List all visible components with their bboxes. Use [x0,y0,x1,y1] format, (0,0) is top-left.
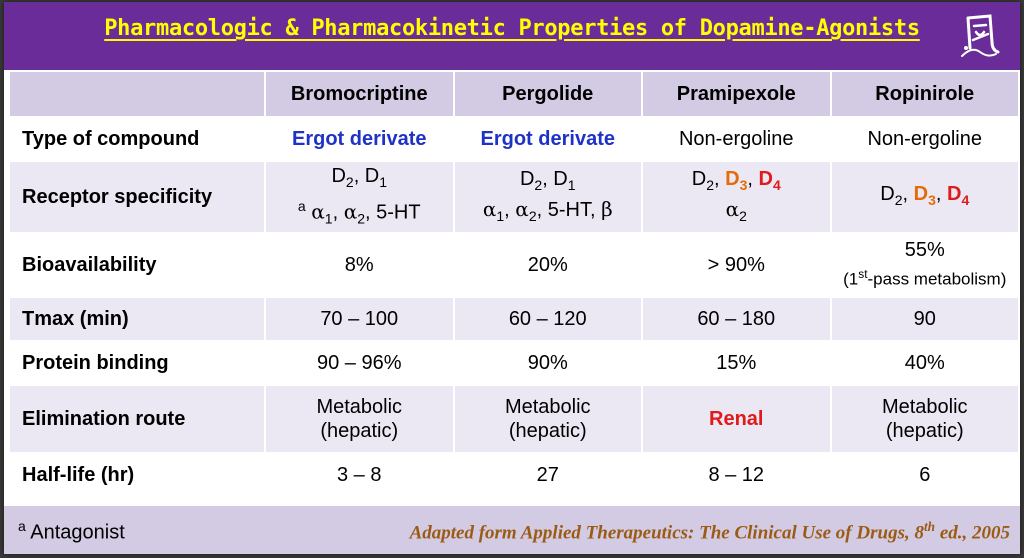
bioavailability-value: 55% [904,239,945,262]
table-cell: 8% [265,233,454,297]
row-label: Type of compound [9,117,265,161]
row-label: Elimination route [9,385,265,453]
receptor-line: $D_2$, $D_1$ [331,164,388,190]
table-cell: 15% [642,341,831,385]
receptor-line: $D_2$, $D_3$, $D_4$ [880,183,970,208]
table-row [9,297,1019,341]
slide-title: Pharmacologic & Pharmacokinetic Properties of Dopamine-Agonists [104,16,920,41]
first-pass-note: (1st-pass metabolism) [843,267,1007,289]
row-label: Receptor specificity [9,161,265,233]
table-cell: > 90% [642,233,831,297]
table-row [9,385,1019,453]
receptor-line: $D_2$, $D_1$ [519,167,576,193]
citation-prefix: Adapted form Applied Therapeutics: The Clinical Use of Drugs, 8 [409,522,924,544]
row-label: Tmax (min) [9,297,265,341]
table-cell: Renal [642,385,831,453]
receptor-line: $\alpha_1$, $\alpha_2$, 5-HT, β [482,196,613,224]
antagonist-marker: a [297,197,306,214]
table-cell [831,385,1020,453]
citation [410,519,1010,544]
table-cell: 90 [831,297,1020,341]
table-cell [454,161,643,233]
table-cell: 3 – 8 [265,453,454,497]
receptor-line: $^a$ $\alpha_1$, $\alpha_2$, 5-HT [297,197,421,227]
row-label: Bioavailability [9,233,265,297]
table-cell: 60 – 180 [642,297,831,341]
table-row [9,117,1019,161]
footer-bar [4,506,1020,554]
table-cell [265,161,454,233]
table-cell: 70 – 100 [265,297,454,341]
elimination-line: (hepatic) [320,420,399,442]
table-cell: 60 – 120 [454,297,643,341]
footnote [18,518,125,545]
table-cell: 8 – 12 [642,453,831,497]
elimination-line: Metabolic [504,396,591,418]
slide [4,2,1020,554]
table-cell: 90 – 96% [265,341,454,385]
table-row [9,233,1019,297]
elimination-line: (hepatic) [885,420,964,442]
header-bromocriptine: Bromocriptine [265,71,454,117]
table-cell [831,161,1020,233]
citation-suffix: ed., 2005 [935,522,1010,544]
table-cell: Ergot derivate [265,117,454,161]
table-cell: 6 [831,453,1020,497]
table-cell: Ergot derivate [454,117,643,161]
elimination-line: (hepatic) [508,420,587,442]
header-pergolide: Pergolide [454,71,643,117]
table-cell: Non-ergoline [831,117,1020,161]
header-ropinirole: Ropinirole [831,71,1020,117]
footnote-marker: a [18,518,26,534]
table-cell [454,385,643,453]
table-cell: Non-ergoline [642,117,831,161]
citation-sup: th [923,519,936,534]
table-cell: 90% [454,341,643,385]
row-label: Protein binding [9,341,265,385]
table-row [9,453,1019,497]
table-cell: 20% [454,233,643,297]
elimination-line: Metabolic [316,396,403,418]
table-row [9,161,1019,233]
title-bar [4,2,1020,70]
footnote-text: Antagonist [30,521,125,544]
elimination-line: Metabolic [881,396,968,418]
table-cell: 27 [454,453,643,497]
table-cell [642,161,831,233]
table-cell: 40% [831,341,1020,385]
receptor-line: $D_2$, $D_3$, $D_4$ [691,167,781,193]
calligraphy-logo-icon [958,12,1002,60]
header-blank-cell [9,71,265,117]
table-cell [265,385,454,453]
table-header-row [9,71,1019,117]
row-label: Half-life (hr) [9,453,265,497]
table-row [9,341,1019,385]
header-pramipexole: Pramipexole [642,71,831,117]
table-cell [831,233,1020,297]
properties-table [8,70,1020,498]
receptor-line: $\alpha_2$ [725,196,747,224]
